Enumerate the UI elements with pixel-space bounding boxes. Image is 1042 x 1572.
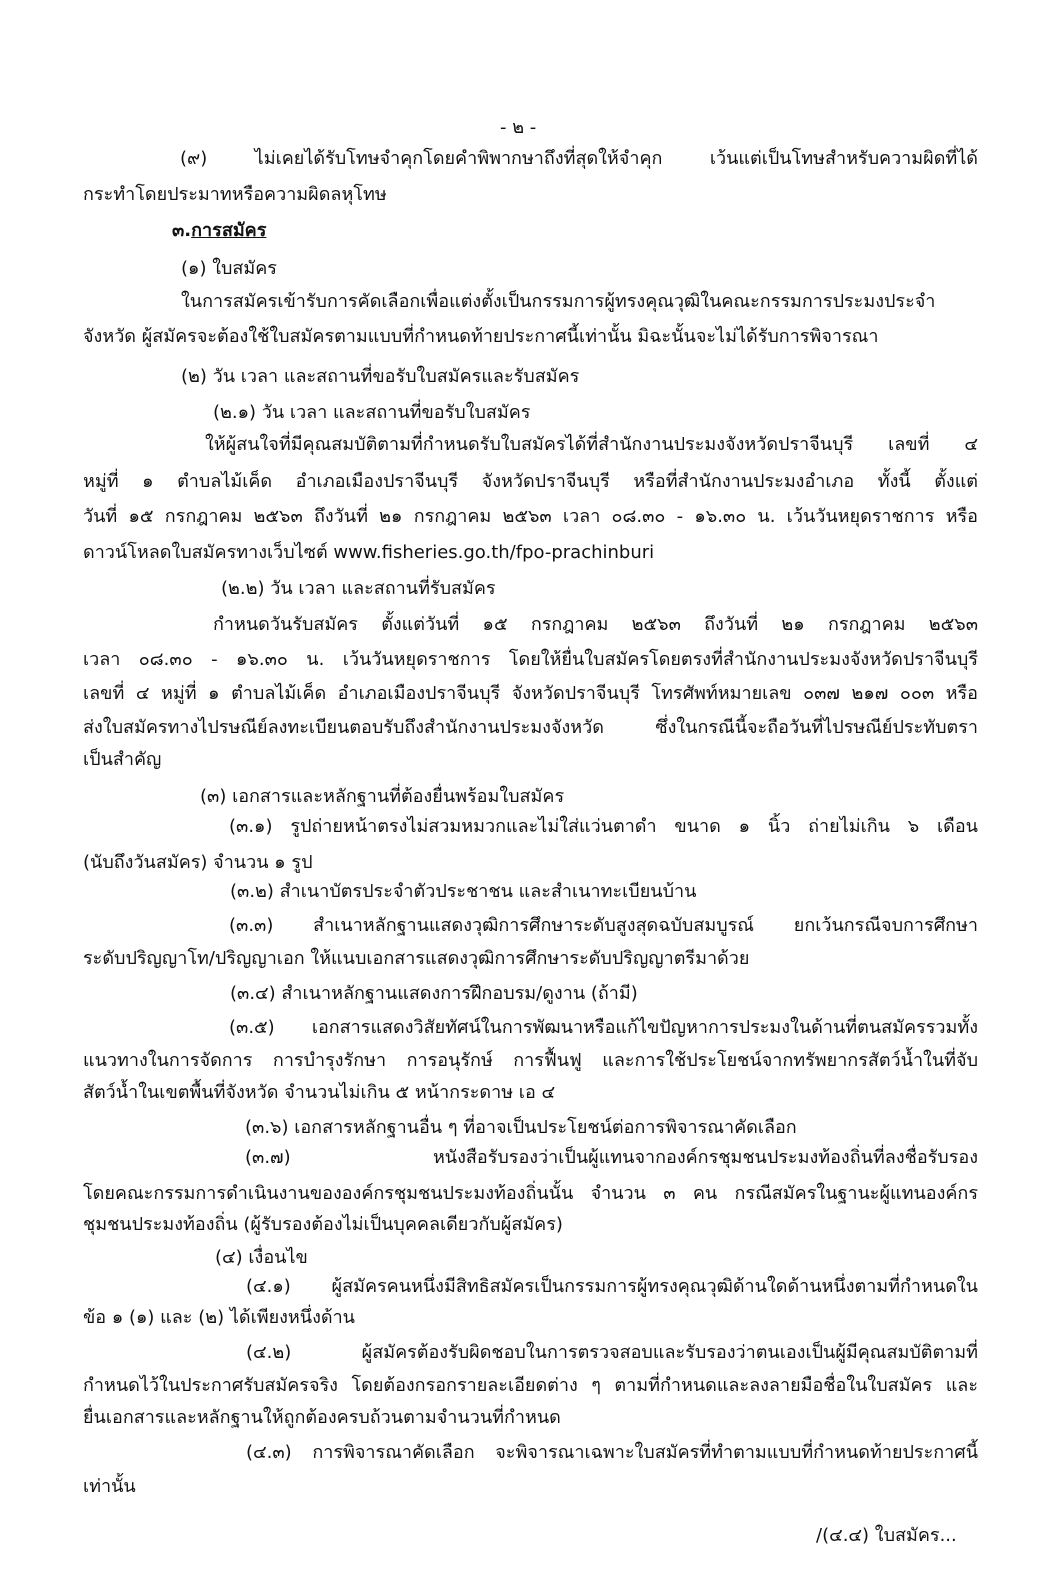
sub-4-1-line-2: ข้อ ๑ (๑) และ (๒) ได้เพียงหนึ่งด้าน: [83, 1307, 355, 1328]
sub-4-1-line-1: (๔.๑) ผู้สมัครคนหนึ่งมีสิทธิสมัครเป็นกรรมการผู้ทรงคุณวุฒิด้านใดด้านหนึ่งตามที่กำหนดใน: [246, 1276, 978, 1297]
sub-2-1-title: (๒.๑) วัน เวลา และสถานที่ขอรับใบสมัคร: [213, 402, 531, 423]
sub-3-5-line-2: แนวทางในการจัดการ การบำรุงรักษา การอนุรักษ์ การฟื้นฟู และการใช้ประโยชน์จากทรัพยากรสัตว์น้ำในที่จับ: [83, 1050, 978, 1071]
sub-2-1-line-3: วันที่ ๑๕ กรกฎาคม ๒๕๖๓ ถึงวันที่ ๒๑ กรกฎาคม ๒๕๖๓ เวลา ๐๘.๓๐ - ๑๖.๓๐ น. เว้นวันหยุดราชการ หรือ: [83, 506, 978, 527]
sub-2-2-title: (๒.๒) วัน เวลา และสถานที่รับสมัคร: [221, 578, 496, 599]
sub-3-1-line-1: (๓.๑) รูปถ่ายหน้าตรงไม่สวมหมวกและไม่ใส่แว่นตาดำ ขนาด ๑ นิ้ว ถ่ายไม่เกิน ๖ เดือน: [229, 816, 978, 837]
sub-1-title: (๑) ใบสมัคร: [181, 258, 277, 279]
page-number: - ๒ -: [500, 117, 537, 138]
sub-2-1-line-2: หมู่ที่ ๑ ตำบลไม้เค็ด อำเภอเมืองปราจีนบุรี จังหวัดปราจีนบุรี หรือที่สำนักงานประมงอำเภอ ทั้งนี้ ตั้งแต่: [83, 471, 978, 492]
sub-3-2: (๓.๒) สำเนาบัตรประจำตัวประชาชน และสำเนาทะเบียนบ้าน: [230, 881, 697, 902]
sub-3-5-line-1: (๓.๕) เอกสารแสดงวิสัยทัศน์ในการพัฒนาหรือแก้ไขปัญหาการประมงในด้านที่ตนสมัครรวมทั้ง: [229, 1017, 978, 1038]
sub-3-3-line-2: ระดับปริญญาโท/ปริญญาเอก ให้แนบเอกสารแสดงวุฒิการศึกษาระดับปริญญาตรีมาด้วย: [83, 948, 750, 969]
sub-1-line-1: ในการสมัครเข้ารับการคัดเลือกเพื่อแต่งตั้งเป็นกรรมการผู้ทรงคุณวุฒิในคณะกรรมการประมงประจำ: [181, 291, 936, 312]
section-3-heading-number: ๓.: [172, 220, 192, 241]
sub-3-7-line-1: (๓.๗) หนังสือรับรองว่าเป็นผู้แทนจากองค์กรชุมชนประมงท้องถิ่นที่ลงชื่อรับรอง: [245, 1147, 978, 1168]
section-3-heading-text: การสมัคร: [191, 220, 267, 241]
sub-3-6: (๓.๖) เอกสารหลักฐานอื่น ๆ ที่อาจเป็นประโยชน์ต่อการพิจารณาคัดเลือก: [245, 1117, 797, 1138]
sub-2-2-line-2: เวลา ๐๘.๓๐ - ๑๖.๓๐ น. เว้นวันหยุดราชการ โดยให้ยื่นใบสมัครโดยตรงที่สำนักงานประมงจังหวัดปราจีนบุรี: [83, 649, 978, 670]
sub-4-2-line-3: ยื่นเอกสารและหลักฐานให้ถูกต้องครบถ้วนตามจำนวนที่กำหนด: [83, 1407, 561, 1428]
sub-3-3-line-1: (๓.๓) สำเนาหลักฐานแสดงวุฒิการศึกษาระดับสูงสุดฉบับสมบูรณ์ ยกเว้นกรณีจบการศึกษา: [229, 915, 978, 936]
sub-3-title: (๓) เอกสารและหลักฐานที่ต้องยื่นพร้อมใบสมัคร: [200, 786, 565, 807]
sub-2-2-line-4: ส่งใบสมัครทางไปรษณีย์ลงทะเบียนตอบรับถึงสำนักงานประมงจังหวัด ซึ่งในกรณีนี้จะถือวันที่ไปรษณีย์ประทับตรา: [83, 717, 978, 738]
sub-1-line-2: จังหวัด ผู้สมัครจะต้องใช้ใบสมัครตามแบบที่กำหนดท้ายประกาศนี้เท่านั้น มิฉะนั้นจะไม่ได้รับการพิจารณา: [83, 326, 879, 347]
sub-3-4: (๓.๔) สำเนาหลักฐานแสดงการฝึกอบรม/ดูงาน (ถ้ามี): [230, 983, 638, 1004]
sub-2-1-line-4: ดาวน์โหลดใบสมัครทางเว็บไซต์ www.fisheries.go.th/fpo-prachinburi: [83, 542, 655, 563]
sub-2-title: (๒) วัน เวลา และสถานที่ขอรับใบสมัครและรับสมัคร: [181, 366, 580, 387]
sub-2-1-line-1: ให้ผู้สนใจที่มีคุณสมบัติตามที่กำหนดรับใบสมัครได้ที่สำนักงานประมงจังหวัดปราจีนบุรี เลขที่ ๔: [205, 434, 978, 455]
sub-2-2-line-1: กำหนดวันรับสมัคร ตั้งแต่วันที่ ๑๕ กรกฎาคม ๒๕๖๓ ถึงวันที่ ๒๑ กรกฎาคม ๒๕๖๓: [213, 614, 978, 635]
sub-3-7-line-3: ชุมชนประมงท้องถิ่น (ผู้รับรองต้องไม่เป็นบุคคลเดียวกับผู้สมัคร): [83, 1214, 563, 1235]
sub-4-3-line-1: (๔.๓) การพิจารณาคัดเลือก จะพิจารณาเฉพาะใบสมัครที่ทำตามแบบที่กำหนดท้ายประกาศนี้: [246, 1442, 978, 1463]
sub-4-title: (๔) เงื่อนไข: [215, 1247, 308, 1268]
item-9-line-2: กระทำโดยประมาทหรือความผิดลหุโทษ: [83, 184, 387, 205]
sub-2-2-line-3: เลขที่ ๔ หมู่ที่ ๑ ตำบลไม้เค็ด อำเภอเมืองปราจีนบุรี จังหวัดปราจีนบุรี โทรศัพท์หมายเลข ๐๓๗ ๒๑๗ ๐๐๓ หรือ: [83, 683, 978, 704]
section-3-heading: [172, 219, 266, 245]
sub-4-3-line-2: เท่านั้น: [83, 1476, 136, 1497]
sub-3-1-line-2: (นับถึงวันสมัคร) จำนวน ๑ รูป: [83, 852, 313, 873]
sub-4-2-line-2: กำหนดไว้ในประกาศรับสมัครจริง โดยต้องกรอกรายละเอียดต่าง ๆ ตามที่กำหนดและลงลายมือชื่อในใบสมัคร และ: [83, 1375, 978, 1396]
sub-4-2-line-1: (๔.๒) ผู้สมัครต้องรับผิดชอบในการตรวจสอบและรับรองว่าตนเองเป็นผู้มีคุณสมบัติตามที่: [246, 1342, 978, 1363]
item-9-line-1: (๙) ไม่เคยได้รับโทษจำคุกโดยคำพิพากษาถึงที่สุดให้จำคุก เว้นแต่เป็นโทษสำหรับความผิดที่ได้: [180, 148, 978, 169]
sub-3-5-line-3: สัตว์น้ำในเขตพื้นที่จังหวัด จำนวนไม่เกิน ๕ หน้ากระดาษ เอ ๔: [83, 1082, 556, 1103]
continuation-note: /(๔.๔) ใบสมัคร...: [816, 1525, 957, 1546]
sub-3-7-line-2: โดยคณะกรรมการดำเนินงานขององค์กรชุมชนประมงท้องถิ่นนั้น จำนวน ๓ คน กรณีสมัครในฐานะผู้แทนองค์กร: [83, 1183, 978, 1204]
sub-2-2-line-5: เป็นสำคัญ: [83, 749, 162, 770]
